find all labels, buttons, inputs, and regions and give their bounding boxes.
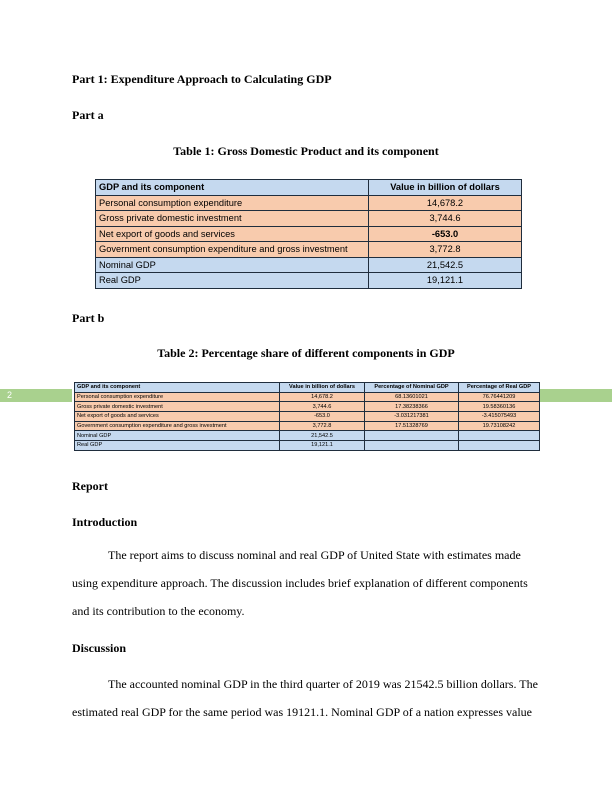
table-row	[96, 226, 522, 242]
gdp-percentage-table	[74, 382, 540, 451]
row-label: Nominal GDP	[96, 257, 369, 273]
header-band-right	[540, 389, 612, 402]
row-label: Gross private domestic investment	[75, 402, 280, 412]
table-row	[75, 392, 540, 402]
table-row	[75, 412, 540, 422]
table-row	[75, 421, 540, 431]
row-pct-real: 19.73108242	[459, 421, 540, 431]
table-row	[75, 402, 540, 412]
column-header: Value in billion of dollars	[369, 180, 522, 196]
table-header-row	[96, 180, 522, 196]
column-header: Percentage of Real GDP	[459, 383, 540, 393]
paragraph-line: and its contribution to the economy.	[72, 604, 245, 618]
part1-heading: Part 1: Expenditure Approach to Calculating GDP	[72, 72, 332, 86]
discussion-heading: Discussion	[72, 641, 127, 655]
row-value: 3,772.8	[369, 242, 522, 258]
table-header-row	[75, 383, 540, 393]
row-pct-nominal: 17.38238366	[365, 402, 459, 412]
row-label: Personal consumption expenditure	[75, 392, 280, 402]
column-header: Percentage of Nominal GDP	[365, 383, 459, 393]
row-label: Government consumption expenditure and gross investment	[96, 242, 369, 258]
row-label: Real GDP	[96, 273, 369, 289]
table-row	[96, 273, 522, 289]
row-pct-real: 19.58360136	[459, 402, 540, 412]
row-label: Gross private domestic investment	[96, 211, 369, 227]
table-row	[75, 441, 540, 451]
row-pct-real: 76.76441209	[459, 392, 540, 402]
paragraph-line: The report aims to discuss nominal and real GDP of United State with estimates made	[108, 548, 521, 562]
row-value: 14,678.2	[369, 195, 522, 211]
table-row	[96, 211, 522, 227]
table1-caption: Table 1: Gross Domestic Product and its component	[173, 144, 439, 158]
row-label: Government consumption expenditure and gross investment	[75, 421, 280, 431]
paragraph-line: The accounted nominal GDP in the third quarter of 2019 was 21542.5 billion dollars. The	[108, 677, 538, 691]
column-header: Value in billion of dollars	[280, 383, 365, 393]
row-value: 3,772.8	[280, 421, 365, 431]
row-value: -653.0	[280, 412, 365, 422]
introduction-heading: Introduction	[72, 515, 138, 529]
row-label: Net export of goods and services	[96, 226, 369, 242]
row-value: 19,121.1	[369, 273, 522, 289]
report-heading: Report	[72, 479, 108, 493]
table-row	[96, 257, 522, 273]
row-pct-real	[459, 441, 540, 451]
table-row	[96, 242, 522, 258]
gdp-components-table	[95, 179, 522, 289]
row-label: Net export of goods and services	[75, 412, 280, 422]
column-header: GDP and its component	[96, 180, 369, 196]
row-value: 21,542.5	[369, 257, 522, 273]
discussion-paragraph	[72, 670, 540, 726]
table-row	[96, 195, 522, 211]
row-label: Personal consumption expenditure	[96, 195, 369, 211]
row-label: Real GDP	[75, 441, 280, 451]
table-row	[75, 431, 540, 441]
row-value: 3,744.6	[280, 402, 365, 412]
part-a-heading: Part a	[72, 108, 104, 122]
row-pct-real	[459, 431, 540, 441]
row-pct-real: -3.415075493	[459, 412, 540, 422]
paragraph-line: estimated real GDP for the same period was 19121.1. Nominal GDP of a nation expresses value	[72, 705, 532, 719]
column-header: GDP and its component	[75, 383, 280, 393]
row-value: 19,121.1	[280, 441, 365, 451]
row-value: 21,542.5	[280, 431, 365, 441]
row-pct-nominal: 68.13601021	[365, 392, 459, 402]
paragraph-line: using expenditure approach. The discussion includes brief explanation of different components	[72, 576, 528, 590]
row-pct-nominal	[365, 441, 459, 451]
row-value: 3,744.6	[369, 211, 522, 227]
introduction-paragraph	[72, 541, 540, 625]
row-pct-nominal	[365, 431, 459, 441]
table2-caption: Table 2: Percentage share of different components in GDP	[157, 346, 455, 360]
row-pct-nominal: -3.031217381	[365, 412, 459, 422]
row-pct-nominal: 17.51328769	[365, 421, 459, 431]
page-number: 2	[7, 390, 13, 400]
part-b-heading: Part b	[72, 311, 105, 325]
row-value: 14,678.2	[280, 392, 365, 402]
row-label: Nominal GDP	[75, 431, 280, 441]
row-value: -653.0	[369, 226, 522, 242]
